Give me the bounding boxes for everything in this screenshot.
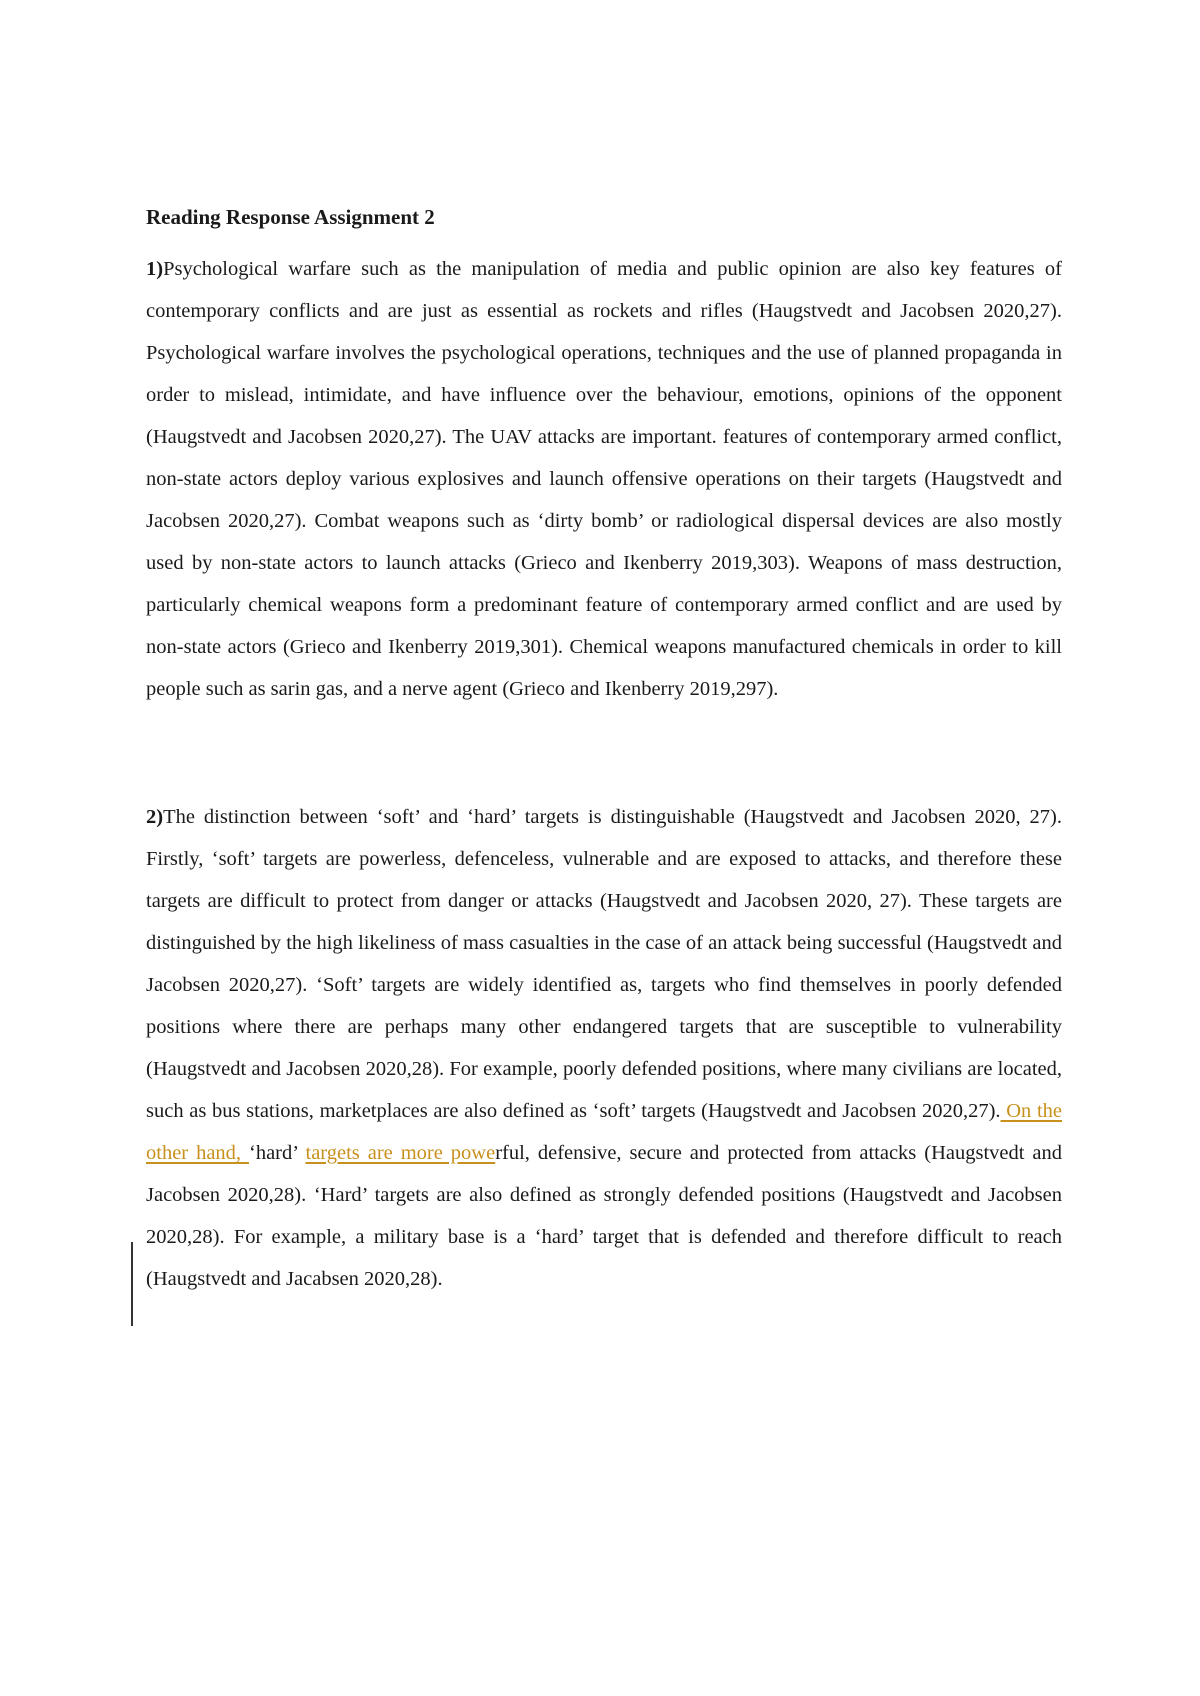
- paragraph-1: [146, 248, 1062, 710]
- document-title: Reading Response Assignment 2: [146, 205, 435, 229]
- tracked-change-bar: [131, 1242, 133, 1326]
- paragraph-2-number: 2): [146, 806, 164, 828]
- paragraph-2-text-middle: ‘hard’: [249, 1142, 306, 1164]
- paragraph-1-number: 1): [146, 258, 164, 280]
- tracked-insertion-2[interactable]: targets are more powe: [305, 1142, 496, 1164]
- paragraph-2: [146, 796, 1062, 1300]
- paragraph-2-text-after: rful, defensive, secure and protected from attacks (Haugstvedt and Jacobsen 2020,28). ‘Hard’ targets are also defined as strongly defended positions (Haugstvedt and Jacobsen 2020,28). For example, a military base is a ‘hard’ target that is defended and therefore difficult to reach (Haugstvedt and Jacabsen 2020,28).: [146, 1142, 1062, 1290]
- paragraph-1-text: Psychological warfare such as the manipulation of media and public opinion are also key features of contemporary conflicts and are just as essential as rockets and rifles (Haugstvedt and Jacobsen 2020,27). Psychological warfare involves the psychological operations, techniques and the use of planned propaganda in order to mislead, intimidate, and have influence over the behaviour, emotions, opinions of the opponent (Haugstvedt and Jacobsen 2020,27). The UAV attacks are important. features of contemporary armed conflict, non-state actors deploy various explosives and launch offensive operations on their targets (Haugstvedt and Jacobsen 2020,27). Combat weapons such as ‘dirty bomb’ or radiological dispersal devices are also mostly used by non-state actors to launch attacks (Grieco and Ikenberry 2019,303). Weapons of mass destruction, particularly chemical weapons form a predominant feature of contemporary armed conflict and are used by non-state actors (Grieco and Ikenberry 2019,301). Chemical weapons manufactured chemicals in order to kill people such as sarin gas, and a nerve agent (Grieco and Ikenberry 2019,297).: [146, 258, 1062, 700]
- tracked-insertion-1[interactable]: On the other hand,: [146, 1100, 1063, 1164]
- paragraph-2-text-before: The distinction between ‘soft’ and ‘hard’ targets is distinguishable (Haugstvedt and Jacobsen 2020, 27). Firstly, ‘soft’ targets are powerless, defenceless, vulnerable and are exposed to attacks, and therefore these targets are difficult to protect from danger or attacks (Haugstvedt and Jacobsen 2020, 27). These targets are distinguished by the high likeliness of mass casualties in the case of an attack being successful (Haugstvedt and Jacobsen 2020,27). ‘Soft’ targets are widely identified as, targets who find themselves in poorly defended positions where there are perhaps many other endangered targets that are susceptible to vulnerability (Haugstvedt and Jacobsen 2020,28). For example, poorly defended positions, where many civilians are located, such as bus stations, marketplaces are also defined as ‘soft’ targets (Haugstvedt and Jacobsen 2020,27).: [146, 806, 1062, 1122]
- document-body: [146, 196, 1062, 1300]
